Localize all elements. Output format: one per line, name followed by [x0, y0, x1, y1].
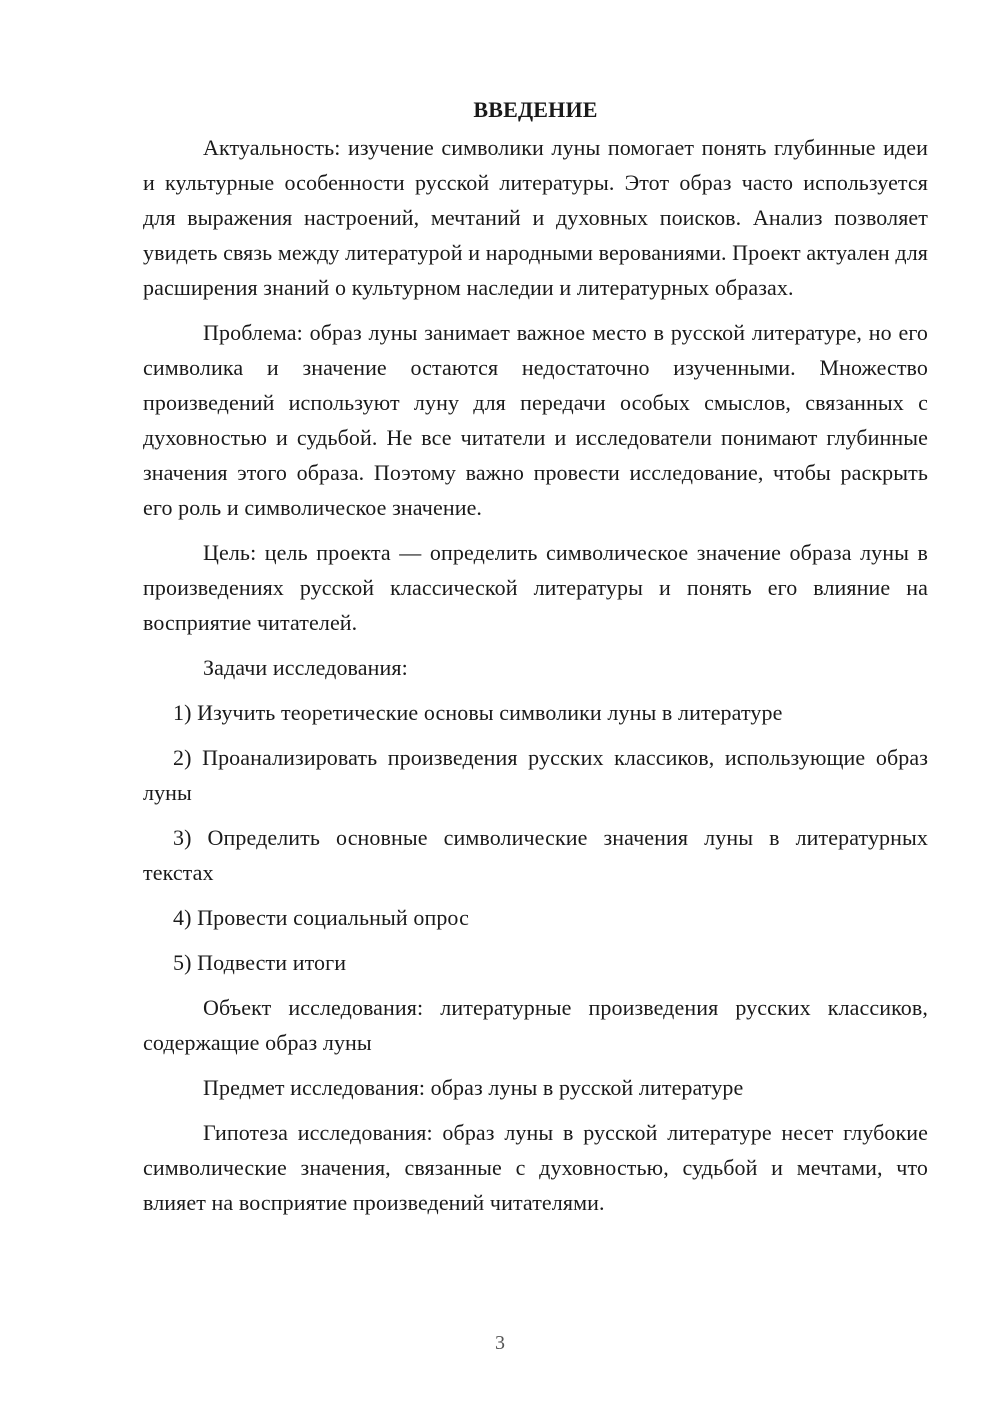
paragraph-subject: Предмет исследования: образ луны в русской литературе [203, 1075, 744, 1100]
paragraph-problem: Проблема: образ луны занимает важное место в русской литературе, но его символика и значение остаются недостаточно изученными. Множество произведений используют луну для передачи особых смыслов, связанных с духовностью и судьбой. Не все читатели и исследователи понимают глубинные значения этого образа. Поэтому важно провести исследование, чтобы раскрыть его роль и символическое значение. [143, 320, 928, 520]
page-number: 3 [495, 1332, 505, 1354]
paragraph-relevance: Актуальность: изучение символики луны помогает понять глубинные идеи и культурные особенности русской литературы. Этот образ часто используется для выражения настроений, мечтаний и духовных поисков. Анализ позволяет увидеть связь между литературой и народными верованиями. Проект актуален для расширения знаний о культурном наследии и литературных образах. [143, 135, 928, 300]
task-item-3: 3) Определить основные символические значения луны в литературных текстах [143, 825, 928, 885]
task-item-2: 2) Проанализировать произведения русских классиков, использующие образ луны [143, 745, 928, 805]
tasks-heading: Задачи исследования: [203, 655, 408, 680]
section-heading: ВВЕДЕНИЕ [473, 97, 598, 122]
task-item-1: 1) Изучить теоретические основы символики луны в литературе [173, 700, 783, 725]
task-item-5: 5) Подвести итоги [173, 950, 347, 975]
task-item-4: 4) Провести социальный опрос [173, 905, 469, 930]
document-page [143, 92, 928, 1230]
paragraph-hypothesis: Гипотеза исследования: образ луны в русской литературе несет глубокие символические значения, связанные с духовностью, судьбой и мечтами, что влияет на восприятие произведений читателями. [143, 1120, 928, 1215]
paragraph-goal: Цель: цель проекта — определить символическое значение образа луны в произведениях русской классической литературы и понять его влияние на восприятие читателей. [143, 540, 928, 635]
paragraph-object: Объект исследования: литературные произведения русских классиков, содержащие образ луны [143, 995, 928, 1055]
